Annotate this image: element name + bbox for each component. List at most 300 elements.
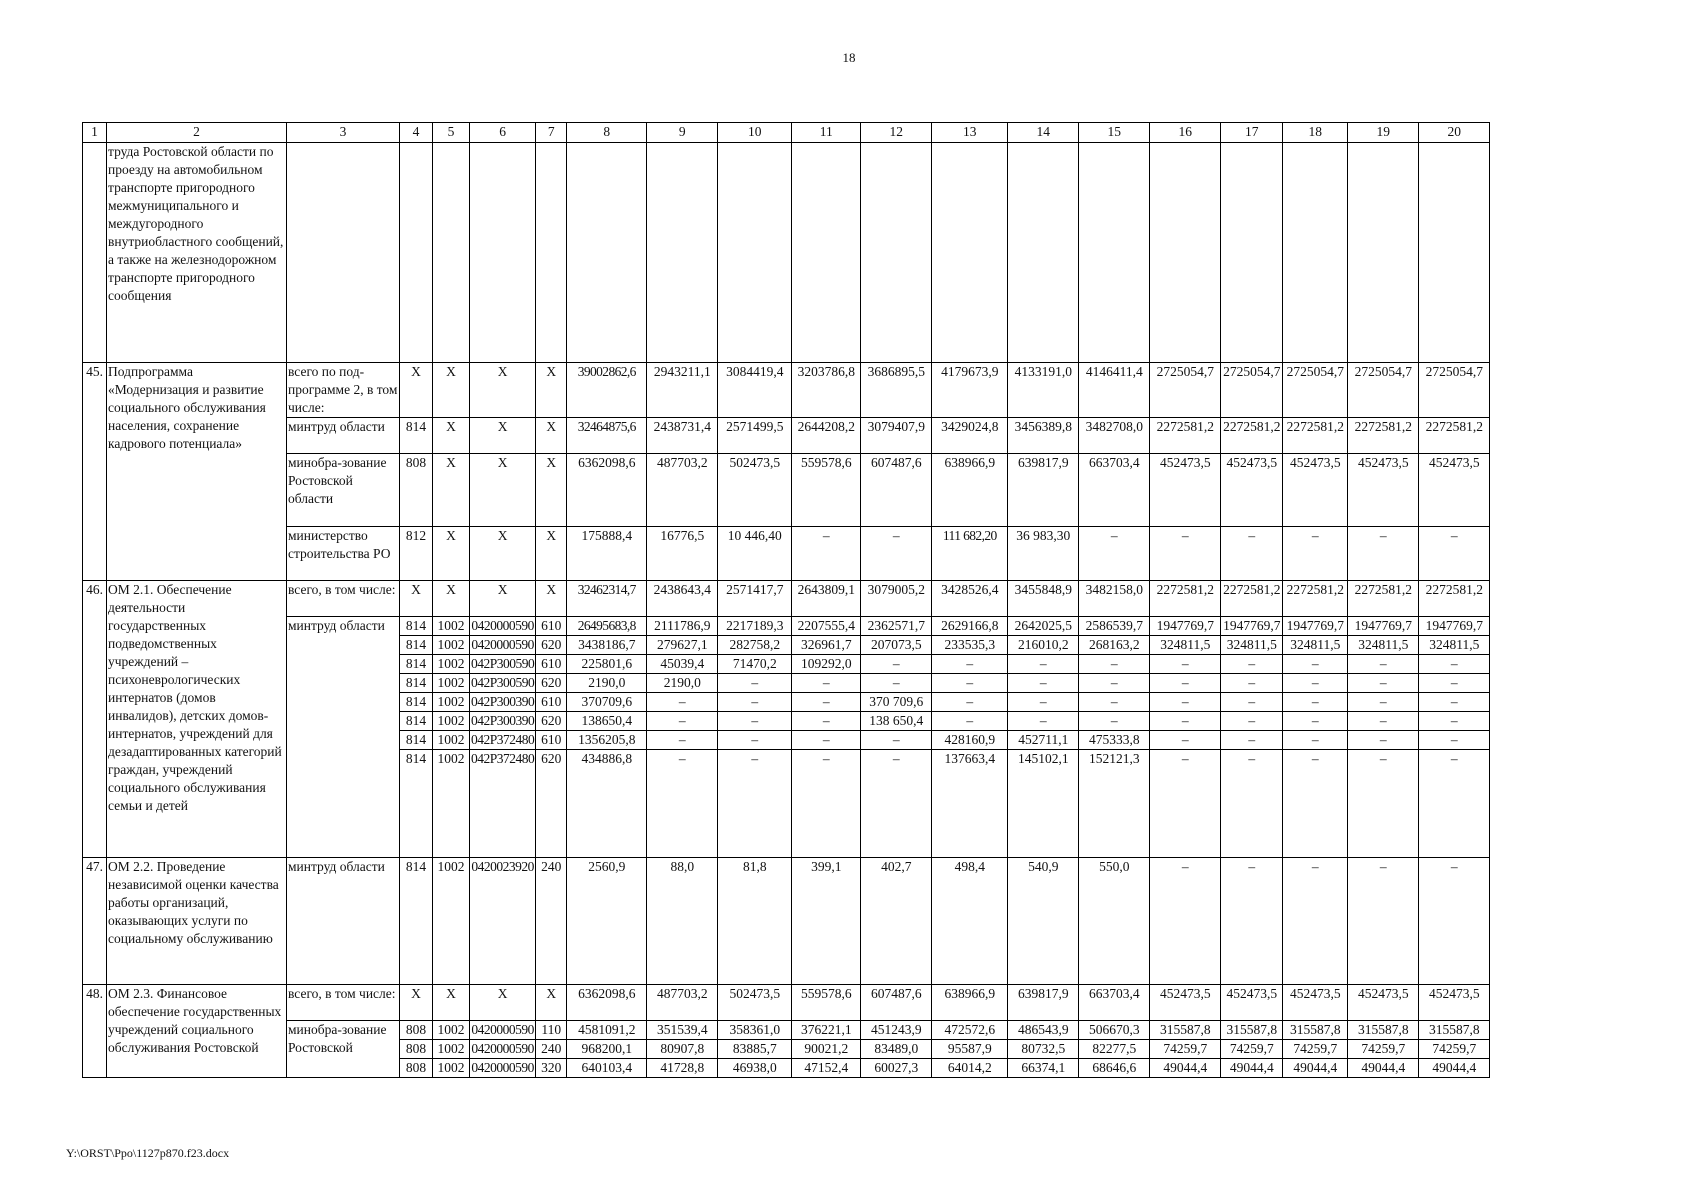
column-header: 16 <box>1150 123 1221 143</box>
csr-cell: Х <box>470 454 536 527</box>
amount-cell: 428160,9 <box>932 731 1008 750</box>
amount-cell: 49044,4 <box>1283 1059 1348 1078</box>
amount-cell: 279627,1 <box>647 636 718 655</box>
amount-cell: 90021,2 <box>792 1040 861 1059</box>
amount-cell: – <box>1419 527 1490 581</box>
amount-cell: 487703,2 <box>647 454 718 527</box>
amount-cell: 2644208,2 <box>792 418 861 454</box>
vr-cell: Х <box>536 527 567 581</box>
amount-cell: – <box>1283 731 1348 750</box>
amount-cell: 95587,9 <box>932 1040 1008 1059</box>
amount-cell: 2643809,1 <box>792 581 861 617</box>
measure-name: ОМ 2.3. Финансовое обеспечение государственных учреждений социального обслуживания Ростовской <box>107 985 287 1078</box>
csr-cell: 0420000590 <box>470 617 536 636</box>
grbs-cell: 814 <box>400 418 433 454</box>
grbs-cell: 808 <box>400 1021 433 1040</box>
vr-cell: 110 <box>536 1021 567 1040</box>
amount-cell: 2272581,2 <box>1283 418 1348 454</box>
vr-cell: 610 <box>536 731 567 750</box>
column-header: 4 <box>400 123 433 143</box>
grbs-cell: 814 <box>400 617 433 636</box>
vr-cell: Х <box>536 454 567 527</box>
csr-cell: Х <box>470 985 536 1021</box>
vr-cell: 240 <box>536 858 567 985</box>
amount-cell: 49044,4 <box>1221 1059 1283 1078</box>
amount-cell: 2272581,2 <box>1419 581 1490 617</box>
amount-cell: 486543,9 <box>1008 1021 1079 1040</box>
grbs-cell: Х <box>400 581 433 617</box>
amount-cell: – <box>1419 655 1490 674</box>
amount-cell: 452473,5 <box>1283 454 1348 527</box>
amount-cell: – <box>1348 712 1419 731</box>
amount-cell: 6362098,6 <box>567 454 647 527</box>
grbs-cell: 814 <box>400 731 433 750</box>
amount-cell: – <box>647 712 718 731</box>
csr-cell: 042P300390 <box>470 693 536 712</box>
rzpr-cell: 1002 <box>433 693 470 712</box>
amount-cell: 502473,5 <box>718 985 792 1021</box>
amount-cell: 2217189,3 <box>718 617 792 636</box>
amount-cell: 74259,7 <box>1150 1040 1221 1059</box>
amount-cell: – <box>647 731 718 750</box>
amount-cell: – <box>1150 693 1221 712</box>
amount-cell: 71470,2 <box>718 655 792 674</box>
amount-cell: – <box>1283 693 1348 712</box>
amount-cell: 376221,1 <box>792 1021 861 1040</box>
amount-cell: 452473,5 <box>1348 454 1419 527</box>
amount-cell: 3482708,0 <box>1079 418 1150 454</box>
amount-cell: – <box>1348 674 1419 693</box>
grbs-cell: 814 <box>400 693 433 712</box>
csr-cell: 0420000590 <box>470 636 536 655</box>
amount-cell: – <box>718 750 792 858</box>
amount-cell: 145102,1 <box>1008 750 1079 858</box>
amount-cell: 80907,8 <box>647 1040 718 1059</box>
amount-cell: 109292,0 <box>792 655 861 674</box>
csr-cell: 042P372480 <box>470 750 536 858</box>
amount-cell: 60027,3 <box>861 1059 932 1078</box>
amount-cell: – <box>718 674 792 693</box>
amount-cell: 2438643,4 <box>647 581 718 617</box>
amount-cell: 351539,4 <box>647 1021 718 1040</box>
executor-cell: минобра-зование Ростовской области <box>287 454 400 527</box>
budget-table <box>82 122 1490 1078</box>
grbs-cell: 814 <box>400 636 433 655</box>
amount-cell: 2272581,2 <box>1221 581 1283 617</box>
amount-cell: 41728,8 <box>647 1059 718 1078</box>
amount-cell: 4581091,2 <box>567 1021 647 1040</box>
amount-cell: 2725054,7 <box>1221 363 1283 418</box>
vr-cell: 240 <box>536 1040 567 1059</box>
amount-cell: 452473,5 <box>1221 454 1283 527</box>
amount-cell: 32464875,6 <box>567 418 647 454</box>
amount-cell: 452473,5 <box>1221 985 1283 1021</box>
csr-cell: Х <box>470 527 536 581</box>
amount-cell: 2190,0 <box>567 674 647 693</box>
amount-cell: – <box>1419 712 1490 731</box>
csr-cell: 0420000590 <box>470 1059 536 1078</box>
amount-cell: 452473,5 <box>1419 454 1490 527</box>
measure-name: ОМ 2.1. Обеспечение деятельности государственных подведомственных учреждений – психоневрологических интернатов (домов инвалидов), детских домов-интернатов, учреждений для дезадаптированных категорий граждан, учреждений социального обслуживания семьи и детей <box>107 581 287 858</box>
continuation-text: труда Ростовской области по проезду на автомобильном транспорте пригородного межмуниципального и междугородного внутриобластного сообщений, а также на железнодорожном транспорте пригородного сообщения <box>107 143 287 363</box>
amount-cell: 607487,6 <box>861 454 932 527</box>
amount-cell: 26495683,8 <box>567 617 647 636</box>
amount-cell: – <box>1221 731 1283 750</box>
rzpr-cell: 1002 <box>433 617 470 636</box>
grbs-cell: 814 <box>400 655 433 674</box>
amount-cell: 506670,3 <box>1079 1021 1150 1040</box>
amount-cell: – <box>1221 712 1283 731</box>
column-header: 17 <box>1221 123 1283 143</box>
amount-cell: 315587,8 <box>1150 1021 1221 1040</box>
amount-cell: 3428526,4 <box>932 581 1008 617</box>
column-header: 20 <box>1419 123 1490 143</box>
vr-cell: Х <box>536 985 567 1021</box>
amount-cell: 607487,6 <box>861 985 932 1021</box>
amount-cell: 68646,6 <box>1079 1059 1150 1078</box>
amount-cell: 138 650,4 <box>861 712 932 731</box>
rzpr-cell: 1002 <box>433 1040 470 1059</box>
amount-cell: 663703,4 <box>1079 454 1150 527</box>
amount-cell: – <box>718 712 792 731</box>
amount-cell: 1356205,8 <box>567 731 647 750</box>
amount-cell: 638966,9 <box>932 454 1008 527</box>
amount-cell: – <box>1221 750 1283 858</box>
amount-cell: 74259,7 <box>1283 1040 1348 1059</box>
amount-cell: – <box>861 674 932 693</box>
amount-cell: 2272581,2 <box>1348 581 1419 617</box>
amount-cell: 324811,5 <box>1150 636 1221 655</box>
amount-cell: 36 983,30 <box>1008 527 1079 581</box>
amount-cell: 2272581,2 <box>1419 418 1490 454</box>
grbs-cell: 808 <box>400 1040 433 1059</box>
amount-cell: 49044,4 <box>1348 1059 1419 1078</box>
row-number: 47. <box>83 858 107 985</box>
amount-cell: 452473,5 <box>1283 985 1348 1021</box>
amount-cell: – <box>932 693 1008 712</box>
rzpr-cell: 1002 <box>433 712 470 731</box>
vr-cell: 320 <box>536 1059 567 1078</box>
amount-cell: 326961,7 <box>792 636 861 655</box>
amount-cell: 472572,6 <box>932 1021 1008 1040</box>
amount-cell: 370709,6 <box>567 693 647 712</box>
amount-cell: 3079407,9 <box>861 418 932 454</box>
amount-cell: 3455848,9 <box>1008 581 1079 617</box>
vr-cell: 610 <box>536 693 567 712</box>
amount-cell: 6362098,6 <box>567 985 647 1021</box>
amount-cell: 216010,2 <box>1008 636 1079 655</box>
amount-cell: – <box>1150 674 1221 693</box>
amount-cell: 137663,4 <box>932 750 1008 858</box>
amount-cell: – <box>1221 527 1283 581</box>
amount-cell: 358361,0 <box>718 1021 792 1040</box>
amount-cell: 49044,4 <box>1150 1059 1221 1078</box>
table-row <box>83 985 1490 1021</box>
amount-cell: 39002862,6 <box>567 363 647 418</box>
amount-cell: 4133191,0 <box>1008 363 1079 418</box>
amount-cell: 74259,7 <box>1419 1040 1490 1059</box>
column-header: 9 <box>647 123 718 143</box>
row-number: 48. <box>83 985 107 1078</box>
grbs-cell: Х <box>400 985 433 1021</box>
amount-cell: 16776,5 <box>647 527 718 581</box>
executor-cell: всего, в том числе: <box>287 985 400 1021</box>
amount-cell: – <box>1221 693 1283 712</box>
amount-cell: 502473,5 <box>718 454 792 527</box>
csr-cell: 0420000590 <box>470 1040 536 1059</box>
amount-cell: 2725054,7 <box>1419 363 1490 418</box>
grbs-cell: 814 <box>400 750 433 858</box>
amount-cell: 88,0 <box>647 858 718 985</box>
amount-cell: – <box>1008 712 1079 731</box>
amount-cell: 2560,9 <box>567 858 647 985</box>
page-number: 18 <box>842 50 856 65</box>
csr-cell: Х <box>470 418 536 454</box>
csr-cell: 042P300590 <box>470 674 536 693</box>
column-header: 7 <box>536 123 567 143</box>
amount-cell: 80732,5 <box>1008 1040 1079 1059</box>
amount-cell: – <box>1348 750 1419 858</box>
table-row <box>83 418 1490 454</box>
rzpr-cell: 1002 <box>433 750 470 858</box>
amount-cell: 2272581,2 <box>1150 581 1221 617</box>
amount-cell: 324811,5 <box>1283 636 1348 655</box>
amount-cell: 1947769,7 <box>1150 617 1221 636</box>
amount-cell: – <box>1419 750 1490 858</box>
amount-cell: 2586539,7 <box>1079 617 1150 636</box>
amount-cell: 2272581,2 <box>1348 418 1419 454</box>
executor-cell: всего, в том числе: <box>287 581 400 617</box>
amount-cell: 4179673,9 <box>932 363 1008 418</box>
amount-cell: – <box>792 527 861 581</box>
grbs-cell: 812 <box>400 527 433 581</box>
executor-cell: всего по под-программе 2, в том числе: <box>287 363 400 418</box>
amount-cell: – <box>1283 858 1348 985</box>
measure-name: Подпрограмма «Модернизация и развитие социального обслуживания населения, сохранение кадрового потенциала» <box>107 363 287 581</box>
amount-cell: 74259,7 <box>1221 1040 1283 1059</box>
amount-cell: – <box>1221 674 1283 693</box>
amount-cell: – <box>932 655 1008 674</box>
amount-cell: 46938,0 <box>718 1059 792 1078</box>
table-row <box>83 858 1490 985</box>
grbs-cell: 814 <box>400 858 433 985</box>
amount-cell: 2272581,2 <box>1283 581 1348 617</box>
amount-cell: 324811,5 <box>1348 636 1419 655</box>
footer-path: Y:\ORST\Ppo\1127p870.f23.docx <box>66 1146 230 1160</box>
amount-cell: – <box>861 731 932 750</box>
csr-cell: 0420023920 <box>470 858 536 985</box>
amount-cell: 2725054,7 <box>1283 363 1348 418</box>
amount-cell: – <box>792 750 861 858</box>
amount-cell: 452473,5 <box>1150 985 1221 1021</box>
rzpr-cell: Х <box>433 527 470 581</box>
amount-cell: – <box>932 712 1008 731</box>
executor-cell: минтруд области <box>287 418 400 454</box>
amount-cell: – <box>1419 731 1490 750</box>
amount-cell: 315587,8 <box>1221 1021 1283 1040</box>
amount-cell: – <box>1348 655 1419 674</box>
amount-cell: 2571417,7 <box>718 581 792 617</box>
amount-cell: 663703,4 <box>1079 985 1150 1021</box>
rzpr-cell: Х <box>433 581 470 617</box>
row-number: 46. <box>83 581 107 858</box>
amount-cell: 111 682,20 <box>932 527 1008 581</box>
amount-cell: – <box>792 693 861 712</box>
csr-cell: Х <box>470 581 536 617</box>
amount-cell: – <box>1283 750 1348 858</box>
amount-cell: – <box>647 693 718 712</box>
amount-cell: 451243,9 <box>861 1021 932 1040</box>
amount-cell: 550,0 <box>1079 858 1150 985</box>
amount-cell: – <box>1079 674 1150 693</box>
column-header: 19 <box>1348 123 1419 143</box>
amount-cell: – <box>1221 858 1283 985</box>
amount-cell: – <box>1419 693 1490 712</box>
amount-cell: 225801,6 <box>567 655 647 674</box>
amount-cell: – <box>1348 693 1419 712</box>
continuation-row <box>83 143 1490 363</box>
column-header: 14 <box>1008 123 1079 143</box>
amount-cell: 370 709,6 <box>861 693 932 712</box>
amount-cell: – <box>792 731 861 750</box>
amount-cell: – <box>932 674 1008 693</box>
amount-cell: 282758,2 <box>718 636 792 655</box>
table-row <box>83 581 1490 617</box>
rzpr-cell: 1002 <box>433 636 470 655</box>
amount-cell: 639817,9 <box>1008 454 1079 527</box>
amount-cell: 233535,3 <box>932 636 1008 655</box>
rzpr-cell: 1002 <box>433 1021 470 1040</box>
grbs-cell: 814 <box>400 712 433 731</box>
column-header: 8 <box>567 123 647 143</box>
amount-cell: 3438186,7 <box>567 636 647 655</box>
amount-cell: – <box>1008 693 1079 712</box>
column-header: 13 <box>932 123 1008 143</box>
amount-cell: 1947769,7 <box>1348 617 1419 636</box>
executor-cell: минобра-зование Ростовской <box>287 1021 400 1078</box>
amount-cell: 3456389,8 <box>1008 418 1079 454</box>
vr-cell: 620 <box>536 674 567 693</box>
amount-cell: – <box>1150 750 1221 858</box>
amount-cell: 324811,5 <box>1221 636 1283 655</box>
amount-cell: – <box>718 693 792 712</box>
amount-cell: – <box>1348 858 1419 985</box>
amount-cell: – <box>1150 712 1221 731</box>
column-header: 1 <box>83 123 107 143</box>
amount-cell: 74259,7 <box>1348 1040 1419 1059</box>
amount-cell: 540,9 <box>1008 858 1079 985</box>
amount-cell: – <box>1150 655 1221 674</box>
amount-cell: – <box>861 655 932 674</box>
amount-cell: – <box>1079 693 1150 712</box>
amount-cell: – <box>861 527 932 581</box>
amount-cell: 452711,1 <box>1008 731 1079 750</box>
amount-cell: – <box>1221 655 1283 674</box>
csr-cell: 042P300390 <box>470 712 536 731</box>
amount-cell: – <box>1283 527 1348 581</box>
amount-cell: 32462314,7 <box>567 581 647 617</box>
csr-cell: 0420000590 <box>470 1021 536 1040</box>
amount-cell: 1947769,7 <box>1283 617 1348 636</box>
column-header: 15 <box>1079 123 1150 143</box>
amount-cell: – <box>1283 712 1348 731</box>
vr-cell: 620 <box>536 712 567 731</box>
measure-name: ОМ 2.2. Проведение независимой оценки качества работы организаций, оказывающих услуги по социальному обслуживанию <box>107 858 287 985</box>
amount-cell: – <box>1150 731 1221 750</box>
amount-cell: 152121,3 <box>1079 750 1150 858</box>
executor-cell: минтруд области <box>287 858 400 985</box>
amount-cell: 968200,1 <box>567 1040 647 1059</box>
amount-cell: 82277,5 <box>1079 1040 1150 1059</box>
amount-cell: – <box>1008 674 1079 693</box>
amount-cell: 2629166,8 <box>932 617 1008 636</box>
amount-cell: 559578,6 <box>792 985 861 1021</box>
amount-cell: 3203786,8 <box>792 363 861 418</box>
amount-cell: 3482158,0 <box>1079 581 1150 617</box>
vr-cell: Х <box>536 363 567 418</box>
column-header: 2 <box>107 123 287 143</box>
amount-cell: 45039,4 <box>647 655 718 674</box>
amount-cell: 315587,8 <box>1419 1021 1490 1040</box>
amount-cell: 1947769,7 <box>1221 617 1283 636</box>
amount-cell: 49044,4 <box>1419 1059 1490 1078</box>
rzpr-cell: Х <box>433 454 470 527</box>
amount-cell: – <box>792 674 861 693</box>
rzpr-cell: Х <box>433 363 470 418</box>
amount-cell: – <box>718 731 792 750</box>
amount-cell: – <box>1348 527 1419 581</box>
table-row <box>83 617 1490 636</box>
amount-cell: 138650,4 <box>567 712 647 731</box>
amount-cell: 83885,7 <box>718 1040 792 1059</box>
amount-cell: 3084419,4 <box>718 363 792 418</box>
amount-cell: 559578,6 <box>792 454 861 527</box>
amount-cell: – <box>1419 858 1490 985</box>
amount-cell: 640103,4 <box>567 1059 647 1078</box>
amount-cell: 315587,8 <box>1283 1021 1348 1040</box>
amount-cell: 2943211,1 <box>647 363 718 418</box>
rzpr-cell: 1002 <box>433 731 470 750</box>
amount-cell: 324811,5 <box>1419 636 1490 655</box>
amount-cell: – <box>1150 858 1221 985</box>
amount-cell: 487703,2 <box>647 985 718 1021</box>
vr-cell: 610 <box>536 617 567 636</box>
amount-cell: – <box>1283 655 1348 674</box>
amount-cell: 2362571,7 <box>861 617 932 636</box>
header-row <box>83 123 1490 143</box>
amount-cell: 268163,2 <box>1079 636 1150 655</box>
rzpr-cell: 1002 <box>433 858 470 985</box>
table-row <box>83 363 1490 418</box>
csr-cell: 042P300590 <box>470 655 536 674</box>
amount-cell: 452473,5 <box>1348 985 1419 1021</box>
vr-cell: Х <box>536 581 567 617</box>
amount-cell: – <box>861 750 932 858</box>
amount-cell: 475333,8 <box>1079 731 1150 750</box>
amount-cell: 2642025,5 <box>1008 617 1079 636</box>
rzpr-cell: 1002 <box>433 674 470 693</box>
column-header: 6 <box>470 123 536 143</box>
table-row <box>83 527 1490 581</box>
vr-cell: 620 <box>536 636 567 655</box>
amount-cell: 2207555,4 <box>792 617 861 636</box>
csr-cell: Х <box>470 363 536 418</box>
amount-cell: – <box>1283 674 1348 693</box>
amount-cell: 2725054,7 <box>1348 363 1419 418</box>
amount-cell: 3429024,8 <box>932 418 1008 454</box>
amount-cell: 452473,5 <box>1419 985 1490 1021</box>
amount-cell: – <box>1079 655 1150 674</box>
